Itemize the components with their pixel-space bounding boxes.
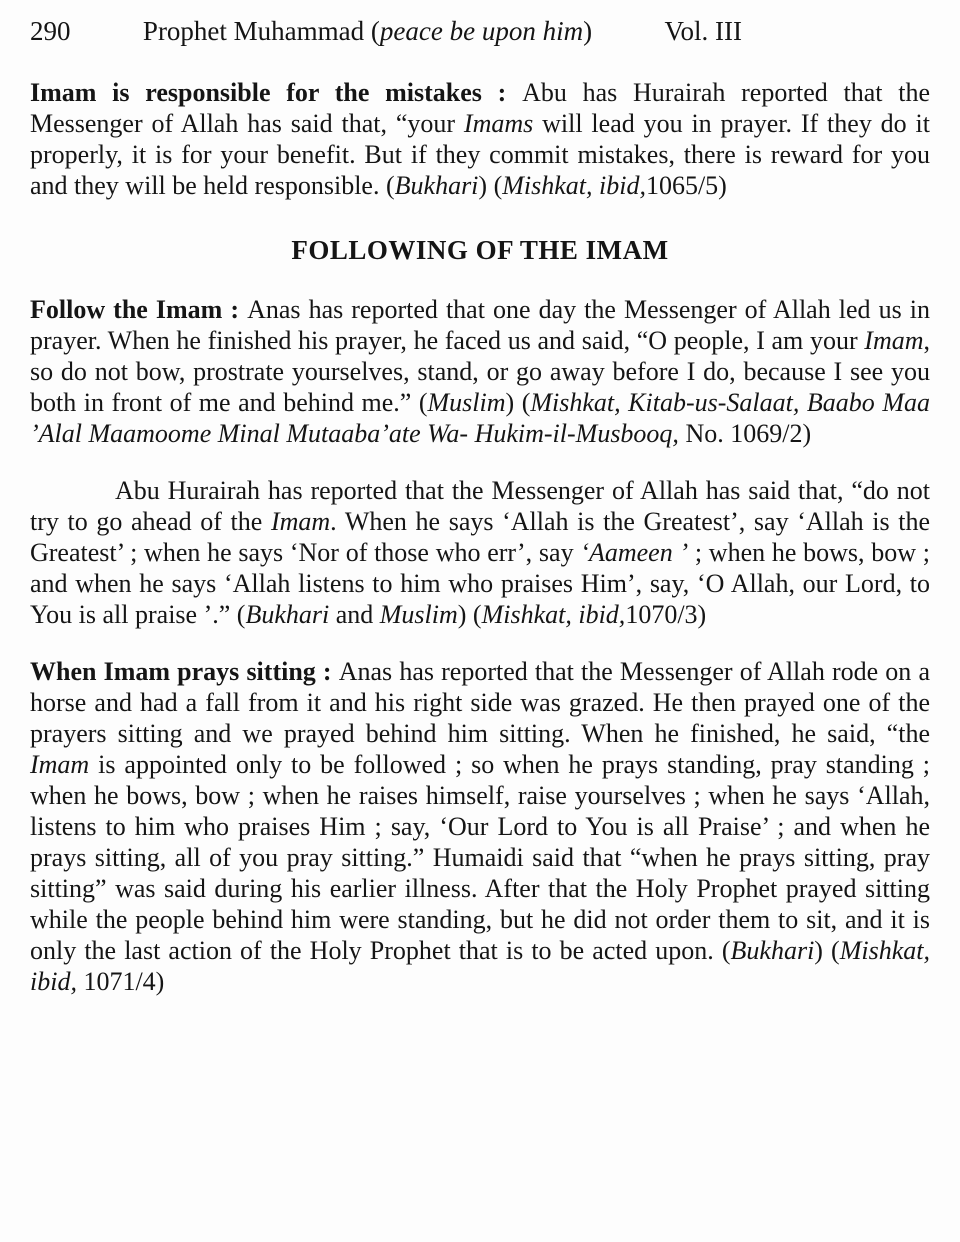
section-heading: FOLLOWING OF THE IMAM <box>291 235 669 265</box>
paragraph-when-imam-prays-sitting <box>30 656 930 997</box>
paragraph-abu-hurairah <box>30 475 930 630</box>
paragraph-follow-the-imam <box>30 294 930 449</box>
text-run: ) ( <box>505 388 531 417</box>
text-run: Abu has Hurairah reported that the Messenger of Allah has said that, “your <box>30 78 931 138</box>
text-run: No. 1069/2) <box>678 419 812 448</box>
text-run: Imam <box>864 326 924 355</box>
text-run: peace be upon him <box>379 16 584 46</box>
text-run: Muslim <box>379 600 458 629</box>
text-run: Bukhari <box>245 600 330 629</box>
running-title <box>143 16 592 47</box>
text-run: is appointed only to be followed ; so when he prays standing, pray standing ; when he bows, bow ; when he raises himself, raise yourselves ; when he says ‘Allah, listens to him who praises Him ; say, ‘Our Lord to You is all Praise’ ; and when he prays sitting, all of you pray sitting.” Humaidi said that “when he prays sitting, pray sitting” was said during his earlier illness. After that the Holy Prophet prayed sitting while the people behind him were standing, but he did not order them to sit, and it is only the last action of the Holy Prophet that is to be acted upon. ( <box>30 750 930 965</box>
text-run: and <box>329 600 380 629</box>
text-run: . When he says ‘Allah is the Greatest’, say ‘Allah is the Greatest’ ; when he says ‘Nor of those who err’, say <box>30 507 930 567</box>
text-run: Muslim <box>427 388 506 417</box>
page-header <box>30 16 742 47</box>
page-number: 290 <box>30 16 71 46</box>
text-run: ; when he bows, bow ; and when he says ‘Allah listens to him who praises Him’, say, ‘O Allah, our Lord, to You is all praise ’.” ( <box>30 538 930 629</box>
text-run: ) <box>583 16 593 46</box>
text-run: Imams <box>463 109 534 138</box>
text-run: Bukhari <box>730 936 815 965</box>
text-run: Imam is responsible for the mistakes : <box>30 78 523 107</box>
text-run: Follow the Imam : <box>30 295 248 324</box>
text-run: Abu Hurairah has reported that the Messenger of Allah has said that, “do not try to go ahead of the <box>30 476 930 536</box>
text-run: Mishkat, ibid, <box>502 171 646 200</box>
text-run: 1070/3) <box>625 600 707 629</box>
text-run: Prophet Muhammad ( <box>142 16 380 46</box>
text-run: When Imam prays sitting : <box>30 657 339 686</box>
text-run: Mishkat, ibid, <box>30 936 930 996</box>
text-run: Bukhari <box>394 171 479 200</box>
paragraph-imam-responsible <box>30 77 930 201</box>
text-run: Anas has reported that one day the Messenger of Allah led us in prayer. When he finished his prayer, he faced us and said, “O people, I am your <box>30 295 930 355</box>
text-run: ) ( <box>457 600 482 629</box>
text-run: Mishkat, Kitab-us-Salaat, Baabo Maa ’Alal Maamoome Minal Mutaaba’ate Wa- Hukim-il-Musbooq, <box>30 388 930 448</box>
text-run: Imam <box>30 750 90 779</box>
text-run: ‘Aameen ’ <box>580 538 689 567</box>
text-run: ) ( <box>478 171 503 200</box>
text-run: Mishkat, ibid, <box>481 600 626 629</box>
text-run: 1065/5) <box>645 171 727 200</box>
text-run: Imam <box>270 507 331 536</box>
text-run: 1071/4) <box>76 967 165 996</box>
text-run: , so do not bow, prostrate yourselves, stand, or go away before I do, because I see you both in front of me and behind me.” ( <box>30 326 930 417</box>
volume-label: Vol. III <box>664 16 742 46</box>
text-run: ) ( <box>814 936 840 965</box>
text-run: will lead you in prayer. If they do it properly, it is for your benefit. But if they commit mistakes, there is reward for you and they will be held responsible. ( <box>30 109 930 200</box>
text-run: Anas has reported that the Messenger of Allah rode on a horse and had a fall from it and his right side was grazed. He then prayed one of the prayers sitting and we prayed behind him sitting. When he finished, he said, “the <box>30 657 930 748</box>
